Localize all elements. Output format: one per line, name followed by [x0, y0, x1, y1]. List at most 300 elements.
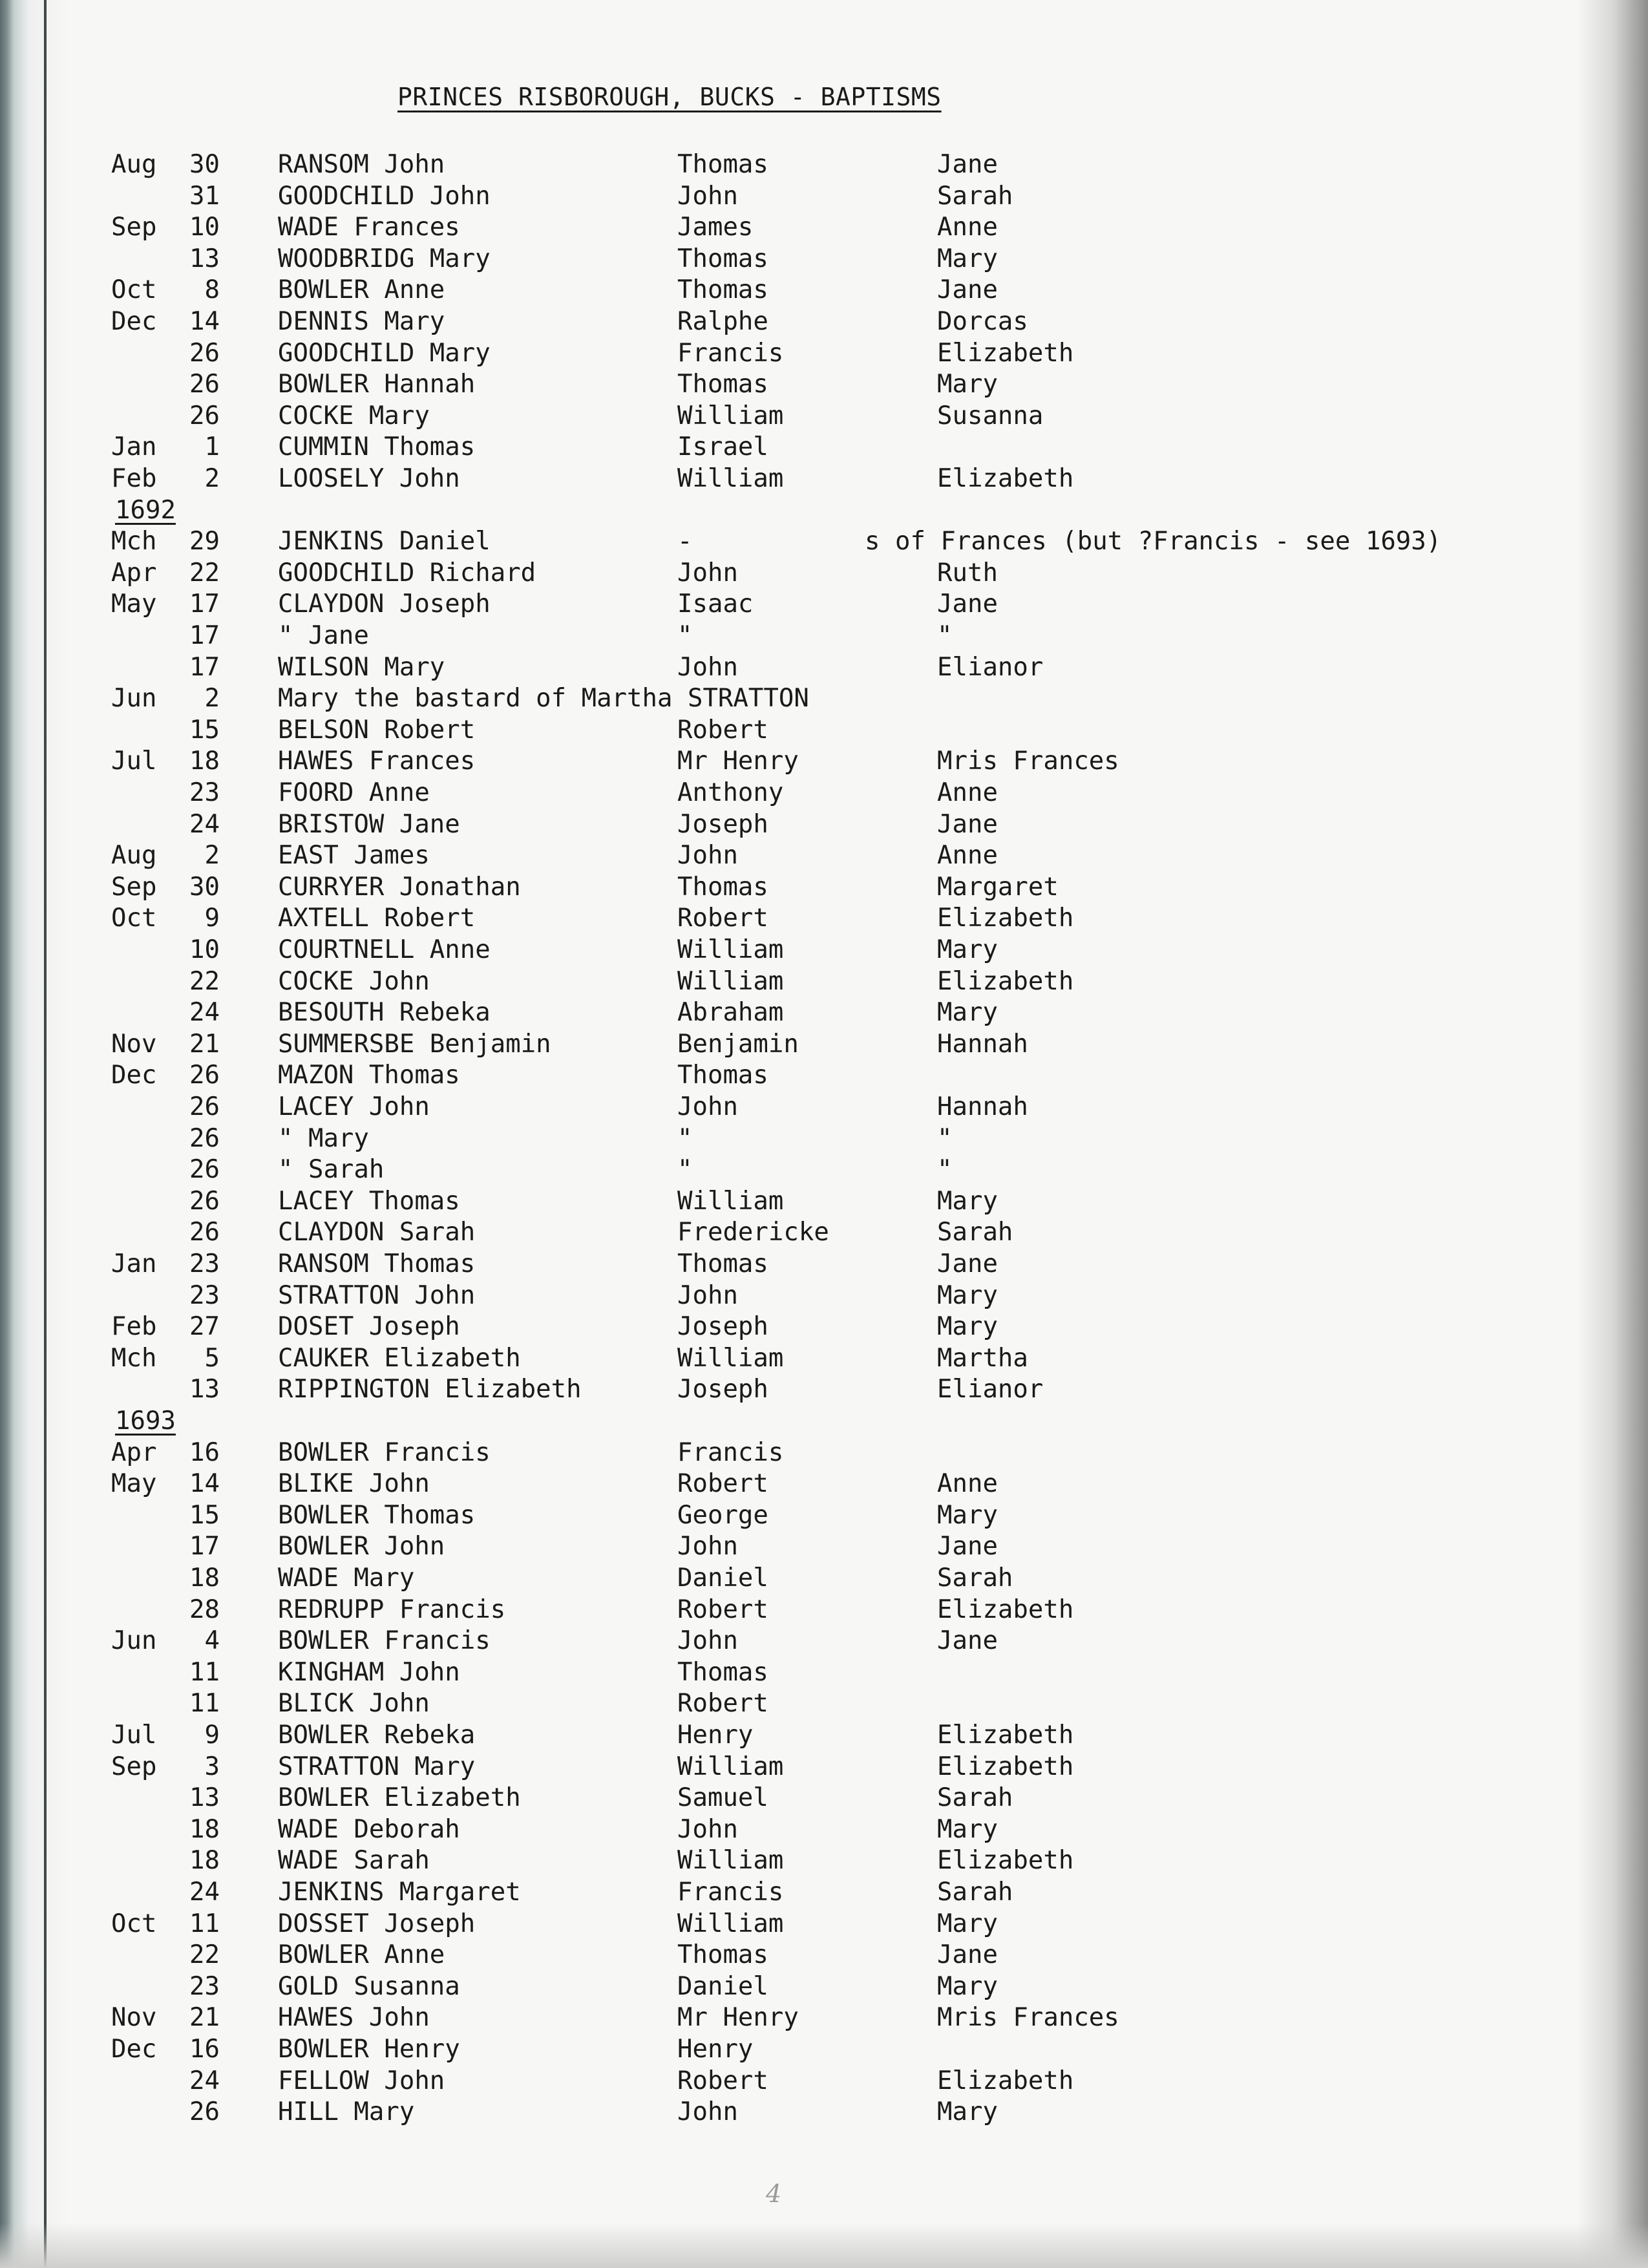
entry-mother: Mary	[937, 1971, 998, 2001]
baptism-entry	[0, 810, 1577, 841]
entry-mother: Elizabeth	[937, 1595, 1074, 1624]
entry-child: BELSON Robert	[278, 715, 476, 745]
entry-child: CAUKER Elizabeth	[278, 1343, 521, 1373]
baptism-entry	[0, 904, 1577, 935]
entry-father: William	[677, 1186, 784, 1216]
entry-mother: Mary	[937, 998, 998, 1028]
entry-father: "	[677, 621, 693, 650]
baptism-entry	[0, 778, 1577, 809]
entry-child: " Jane	[278, 621, 369, 650]
entry-month: Apr	[111, 558, 157, 588]
entry-child: FOORD Anne	[278, 778, 430, 807]
entry-day: 18	[189, 1814, 220, 1844]
baptism-entry	[0, 1030, 1577, 1061]
entry-day: 10	[189, 213, 220, 242]
entry-day: 3	[204, 1752, 220, 1781]
baptism-entry	[0, 1563, 1577, 1595]
entry-mother: Hannah	[937, 1092, 1028, 1121]
entry-father: Thomas	[677, 275, 768, 305]
entry-day: 13	[189, 1783, 220, 1813]
entry-father: Robert	[677, 904, 768, 933]
entry-child: COCKE John	[278, 966, 430, 996]
entry-father: Abraham	[677, 998, 784, 1028]
baptism-entry	[0, 1783, 1577, 1814]
entry-mother: "	[937, 1123, 953, 1153]
entry-father: James	[677, 213, 754, 242]
entry-child: CUMMIN Thomas	[278, 432, 476, 462]
entry-father: William	[677, 966, 784, 996]
entry-day: 17	[189, 589, 220, 619]
page-number-mark: 4	[766, 2179, 782, 2208]
baptism-entry	[0, 2066, 1577, 2097]
entry-father: John	[677, 2097, 738, 2127]
entry-month: Jul	[111, 1721, 157, 1750]
entry-mother: Mary	[937, 2097, 998, 2127]
entry-child: STRATTON Mary	[278, 1752, 476, 1781]
entry-father: Robert	[677, 1595, 768, 1624]
entry-father: Francis	[677, 338, 784, 368]
entry-day: 1	[204, 432, 220, 462]
entry-child: RANSOM Thomas	[278, 1249, 476, 1278]
entry-day: 17	[189, 1532, 220, 1562]
entry-day: 16	[189, 1437, 220, 1467]
entry-day: 22	[189, 1940, 220, 1970]
baptism-entry	[0, 715, 1577, 747]
entry-father: William	[677, 401, 784, 430]
entry-child: BOWLER Anne	[278, 275, 445, 305]
baptism-entry	[0, 621, 1577, 652]
entry-mother: Margaret	[937, 872, 1059, 902]
entry-mother: Jane	[937, 1249, 998, 1278]
baptism-entry	[0, 1721, 1577, 1752]
entry-child: BLICK John	[278, 1689, 430, 1719]
baptism-entry	[0, 213, 1577, 244]
entry-child: BOWLER Henry	[278, 2035, 460, 2064]
entry-day: 24	[189, 1878, 220, 1907]
entry-mother: Sarah	[937, 1218, 1013, 1247]
entry-day: 28	[189, 1595, 220, 1624]
entry-day: 24	[189, 998, 220, 1028]
entry-mother: Susanna	[937, 401, 1044, 430]
entry-child: MAZON Thomas	[278, 1061, 460, 1090]
entry-day: 22	[189, 558, 220, 588]
baptism-entry	[0, 967, 1577, 998]
entry-day: 23	[189, 1280, 220, 1310]
entry-mother: Jane	[937, 150, 998, 179]
entry-father: John	[677, 841, 738, 871]
baptism-entry	[0, 1626, 1577, 1657]
entry-month: Jun	[111, 1626, 157, 1656]
entry-day: 14	[189, 307, 220, 336]
entry-day: 26	[189, 401, 220, 430]
entry-mother: Sarah	[937, 1563, 1013, 1593]
entry-child: BOWLER Francis	[278, 1626, 491, 1656]
entry-mother: Mary	[937, 370, 998, 399]
entry-day: 18	[189, 747, 220, 776]
entry-father: Robert	[677, 2066, 768, 2095]
entry-mother: Anne	[937, 778, 998, 807]
entry-father: Mr Henry	[677, 2003, 799, 2033]
entry-day: 26	[189, 1092, 220, 1121]
entry-month: Jun	[111, 684, 157, 714]
baptism-entry	[0, 1940, 1577, 1971]
baptism-entry	[0, 307, 1577, 338]
entry-child: GOODCHILD Richard	[278, 558, 536, 588]
entry-month: Aug	[111, 150, 157, 179]
entry-day: 26	[189, 1155, 220, 1185]
entry-child: WADE Sarah	[278, 1846, 430, 1876]
entry-child: DENNIS Mary	[278, 307, 445, 336]
entry-child: " Sarah	[278, 1155, 385, 1185]
entry-day: 26	[189, 370, 220, 399]
entry-month: Oct	[111, 275, 157, 305]
baptism-entry	[0, 244, 1577, 275]
baptism-entry	[0, 1532, 1577, 1563]
entry-mother: Jane	[937, 809, 998, 839]
entry-child: REDRUPP Francis	[278, 1595, 506, 1624]
baptism-entry	[0, 1092, 1577, 1123]
baptism-entry	[0, 1061, 1577, 1092]
entry-month: Jan	[111, 1249, 157, 1278]
baptism-entry	[0, 1124, 1577, 1155]
entry-month: Oct	[111, 1909, 157, 1938]
year-heading: 1693	[115, 1406, 176, 1436]
entry-father: Daniel	[677, 1971, 768, 2001]
entry-child: WILSON Mary	[278, 652, 445, 682]
baptism-entry	[0, 1155, 1577, 1186]
entry-father: George	[677, 1500, 768, 1530]
entry-month: Nov	[111, 2003, 157, 2033]
entry-child: CLAYDON Joseph	[278, 589, 491, 619]
entry-month: Aug	[111, 841, 157, 871]
entry-mother: Anne	[937, 841, 998, 871]
baptism-entry	[0, 432, 1577, 463]
baptism-entry	[0, 1469, 1577, 1500]
entry-father: Ralphe	[677, 307, 768, 336]
entry-child: DOSSET Joseph	[278, 1909, 476, 1938]
baptism-entry	[0, 464, 1577, 495]
entry-day: 16	[189, 2035, 220, 2064]
entry-mother: Elizabeth	[937, 1721, 1074, 1750]
entry-father: John	[677, 1532, 738, 1562]
baptism-entry	[0, 1846, 1577, 1877]
entry-mother: Elizabeth	[937, 966, 1074, 996]
entry-father: Mr Henry	[677, 747, 799, 776]
entry-father: "	[677, 1155, 693, 1185]
entry-mother: Hannah	[937, 1029, 1028, 1059]
entry-month: Oct	[111, 904, 157, 933]
entry-father: Robert	[677, 1689, 768, 1719]
entry-mother: Elizabeth	[937, 904, 1074, 933]
entry-mother: Jane	[937, 589, 998, 619]
entry-day: 26	[189, 2097, 220, 2127]
entry-father: William	[677, 935, 784, 964]
entry-child: AXTELL Robert	[278, 904, 476, 933]
entry-father: John	[677, 181, 738, 211]
baptism-entry	[0, 998, 1577, 1029]
entry-day: 17	[189, 652, 220, 682]
baptism-entry	[0, 1187, 1577, 1218]
baptism-entry	[0, 150, 1577, 181]
baptism-entry	[0, 1752, 1577, 1783]
baptism-entry	[0, 527, 1577, 558]
entry-mother: Anne	[937, 1469, 998, 1499]
baptism-entry	[0, 275, 1577, 306]
baptism-entry	[0, 1438, 1577, 1469]
entry-mother: "	[937, 1155, 953, 1185]
entry-day: 10	[189, 935, 220, 964]
entry-father: Thomas	[677, 1657, 768, 1687]
entry-mother: Elizabeth	[937, 1752, 1074, 1781]
entry-child: HAWES John	[278, 2003, 430, 2033]
entry-father: Henry	[677, 1721, 754, 1750]
entry-child: WOODBRIDG Mary	[278, 244, 491, 273]
entry-day: 26	[189, 1218, 220, 1247]
entry-mother: Anne	[937, 213, 998, 242]
entry-child: HAWES Frances	[278, 747, 476, 776]
baptism-entry	[0, 1658, 1577, 1689]
entry-mother: Jane	[937, 1626, 998, 1656]
entry-day: 30	[189, 872, 220, 902]
entry-day: 2	[204, 684, 220, 714]
entry-mother: Sarah	[937, 1783, 1013, 1813]
entry-father: Thomas	[677, 150, 768, 179]
baptism-entry	[0, 370, 1577, 401]
entry-child: BOWLER Elizabeth	[278, 1783, 521, 1813]
entry-month: Mch	[111, 527, 157, 556]
baptism-entry	[0, 1281, 1577, 1312]
entry-father: William	[677, 464, 784, 493]
baptism-entry	[0, 182, 1577, 213]
entry-mother: Jane	[937, 275, 998, 305]
entry-day: 21	[189, 2003, 220, 2033]
entry-child: RIPPINGTON Elizabeth	[278, 1375, 582, 1404]
entry-father: William	[677, 1846, 784, 1876]
entry-father: Israel	[677, 432, 768, 462]
entry-father: Thomas	[677, 1249, 768, 1278]
entry-child: BOWLER Rebeka	[278, 1721, 476, 1750]
entry-day: 18	[189, 1563, 220, 1593]
entry-father: Henry	[677, 2035, 754, 2064]
entry-day: 2	[204, 841, 220, 871]
entry-note: s of Frances (but ?Francis - see 1693)	[865, 527, 1442, 556]
entry-mother: Mary	[937, 1312, 998, 1342]
entry-child: " Mary	[278, 1123, 369, 1153]
entry-child: RANSOM John	[278, 150, 445, 179]
baptism-entry	[0, 1344, 1577, 1375]
entry-father: "	[677, 1123, 693, 1153]
entry-father: John	[677, 1280, 738, 1310]
entry-father: William	[677, 1909, 784, 1938]
baptism-entry	[0, 653, 1577, 684]
entry-child: SUMMERSBE Benjamin	[278, 1029, 551, 1059]
entry-day: 5	[204, 1343, 220, 1373]
baptism-entry	[0, 1375, 1577, 1406]
entry-day: 23	[189, 1971, 220, 2001]
entry-father: Isaac	[677, 589, 754, 619]
baptism-entry	[0, 339, 1577, 370]
entry-mother: Martha	[937, 1343, 1028, 1373]
entry-child: JENKINS Daniel	[278, 527, 491, 556]
entry-mother: Mris Frances	[937, 747, 1119, 776]
entry-father: John	[677, 1092, 738, 1121]
entry-father: Thomas	[677, 1940, 768, 1970]
entry-mother: "	[937, 621, 953, 650]
entry-mother: Sarah	[937, 181, 1013, 211]
entry-day: 18	[189, 1846, 220, 1876]
entry-child: BRISTOW Jane	[278, 809, 460, 839]
entry-child: COURTNELL Anne	[278, 935, 491, 964]
baptism-entry	[0, 2097, 1577, 2128]
entry-day: 2	[204, 464, 220, 493]
entry-father: John	[677, 1814, 738, 1844]
entry-day: 9	[204, 1721, 220, 1750]
entry-day: 30	[189, 150, 220, 179]
entry-mother: Mary	[937, 1909, 998, 1938]
entry-child: BLIKE John	[278, 1469, 430, 1499]
entry-day: 24	[189, 2066, 220, 2095]
entry-father: John	[677, 652, 738, 682]
entry-mother: Mary	[937, 244, 998, 273]
baptism-entry	[0, 1909, 1577, 1940]
entry-child: WADE Frances	[278, 213, 460, 242]
baptism-entry	[0, 873, 1577, 904]
entry-day: 26	[189, 1186, 220, 1216]
entry-father: Fredericke	[677, 1218, 829, 1247]
entry-father: Thomas	[677, 1061, 768, 1090]
baptism-entry	[0, 2003, 1577, 2034]
baptism-entry	[0, 401, 1577, 432]
entry-child: BOWLER Francis	[278, 1437, 491, 1467]
entry-day: 31	[189, 181, 220, 211]
entry-child: COCKE Mary	[278, 401, 430, 430]
baptism-entry	[0, 684, 1577, 715]
entry-father: Francis	[677, 1878, 784, 1907]
entry-father: Thomas	[677, 370, 768, 399]
entry-month: Feb	[111, 1312, 157, 1342]
year-heading: 1692	[115, 495, 176, 525]
entry-mother: Sarah	[937, 1878, 1013, 1907]
entry-day: 13	[189, 244, 220, 273]
entry-mother: Elianor	[937, 652, 1044, 682]
entry-father: William	[677, 1343, 784, 1373]
entry-father: Joseph	[677, 1312, 768, 1342]
entry-day: 15	[189, 715, 220, 745]
entry-day: 26	[189, 1061, 220, 1090]
entry-day: 13	[189, 1375, 220, 1404]
baptism-entry	[0, 2035, 1577, 2066]
entry-child: BESOUTH Rebeka	[278, 998, 491, 1028]
entry-child: EAST James	[278, 841, 430, 871]
entry-father: Anthony	[677, 778, 784, 807]
baptism-entry	[0, 841, 1577, 872]
entry-month: Dec	[111, 307, 157, 336]
page-title: PRINCES RISBOROUGH, BUCKS - BAPTISMS	[397, 83, 942, 111]
entry-mother: Elianor	[937, 1375, 1044, 1404]
baptism-entry	[0, 1878, 1577, 1909]
entry-month: May	[111, 589, 157, 619]
baptism-entry	[0, 1312, 1577, 1343]
entry-day: 8	[204, 275, 220, 305]
entry-father: John	[677, 558, 738, 588]
entry-father: -	[677, 527, 693, 556]
entry-child: GOODCHILD Mary	[278, 338, 491, 368]
entry-month: Apr	[111, 1437, 157, 1467]
baptism-entry	[0, 1218, 1577, 1249]
entry-day: 17	[189, 621, 220, 650]
baptism-entry	[0, 1249, 1577, 1280]
entry-child: KINGHAM John	[278, 1657, 460, 1687]
entry-day: 11	[189, 1657, 220, 1687]
entry-month: Sep	[111, 213, 157, 242]
baptism-entry	[0, 1689, 1577, 1720]
entry-child: WADE Deborah	[278, 1814, 460, 1844]
entry-father: Daniel	[677, 1563, 768, 1593]
entry-mother: Mary	[937, 935, 998, 964]
baptism-entry	[0, 558, 1577, 589]
entry-mother: Elizabeth	[937, 338, 1074, 368]
baptism-entry	[0, 1501, 1577, 1532]
baptism-entry	[0, 1595, 1577, 1626]
baptism-entry	[0, 935, 1577, 966]
entry-father: John	[677, 1626, 738, 1656]
entry-mother: Mary	[937, 1814, 998, 1844]
entry-month: Jan	[111, 432, 157, 462]
baptism-entry	[0, 589, 1577, 620]
entry-mother: Dorcas	[937, 307, 1028, 336]
entry-mother: Jane	[937, 1940, 998, 1970]
entry-child: LOOSELY John	[278, 464, 460, 493]
entry-child: BOWLER Thomas	[278, 1500, 476, 1530]
entry-month: Sep	[111, 1752, 157, 1781]
entry-father: Robert	[677, 1469, 768, 1499]
entry-father: William	[677, 1752, 784, 1781]
entry-child: GOLD Susanna	[278, 1971, 460, 2001]
entry-father: Robert	[677, 715, 768, 745]
entry-child: Mary the bastard of Martha STRATTON	[278, 684, 809, 714]
entry-day: 15	[189, 1500, 220, 1530]
entry-mother: Mary	[937, 1186, 998, 1216]
baptism-entry	[0, 1815, 1577, 1846]
baptism-entry	[0, 747, 1577, 778]
entry-child: DOSET Joseph	[278, 1312, 460, 1342]
entry-day: 27	[189, 1312, 220, 1342]
entry-father: Joseph	[677, 809, 768, 839]
entry-day: 21	[189, 1029, 220, 1059]
entry-day: 11	[189, 1909, 220, 1938]
entry-month: Feb	[111, 464, 157, 493]
entry-day: 22	[189, 966, 220, 996]
entry-child: BOWLER Anne	[278, 1940, 445, 1970]
entry-child: CURRYER Jonathan	[278, 872, 521, 902]
entry-child: CLAYDON Sarah	[278, 1218, 476, 1247]
entry-day: 14	[189, 1469, 220, 1499]
entry-father: Joseph	[677, 1375, 768, 1404]
entry-father: Francis	[677, 1437, 784, 1467]
entry-day: 4	[204, 1626, 220, 1656]
entry-month: Dec	[111, 1061, 157, 1090]
entry-child: STRATTON John	[278, 1280, 476, 1310]
entry-mother: Mary	[937, 1280, 998, 1310]
baptism-entry	[0, 1972, 1577, 2003]
entry-month: Jul	[111, 747, 157, 776]
entry-child: JENKINS Margaret	[278, 1878, 521, 1907]
entry-mother: Mary	[937, 1500, 998, 1530]
entry-month: Dec	[111, 2035, 157, 2064]
entry-day: 9	[204, 904, 220, 933]
entry-mother: Elizabeth	[937, 464, 1074, 493]
entry-father: Benjamin	[677, 1029, 799, 1059]
